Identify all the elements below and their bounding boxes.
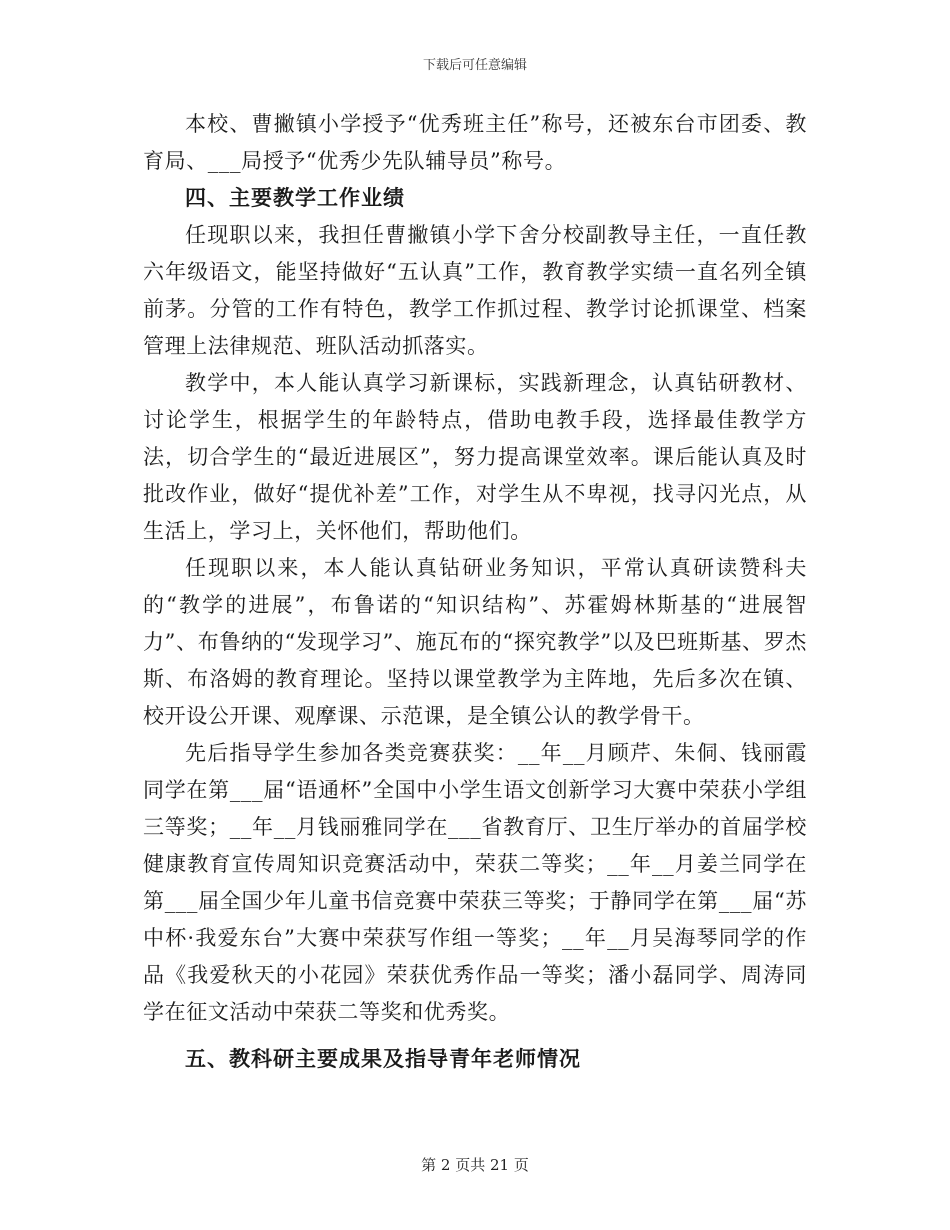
- page-header: 下载后可任意编辑: [422, 58, 527, 73]
- paragraph-3: 任现职以来，本人能认真钻研业务知识，平常认真研读赞科夫的“教学的进展”，布鲁诺的“知识结构”、苏霍姆林斯基的“进展智力”、布鲁纳的“发现学习”、施瓦布的“探究教学”以及巴班斯基、罗杰斯、布洛姆的教育理论。坚持以课堂教学为主阵地，先后多次在镇、校开设公开课、观摩课、示范课，是全镇公认的教学骨干。: [143, 556, 807, 728]
- section-heading-5: 五、教科研主要成果及指导青年老师情况: [185, 1047, 581, 1071]
- document-body: [143, 106, 807, 1078]
- page-footer: 第 2 页共 21 页: [421, 1156, 529, 1174]
- paragraph-2: 教学中，本人能认真学习新课标，实践新理念，认真钻研教材、讨论学生，根据学生的年龄特点，借助电教手段，选择最佳教学方法，切合学生的“最近进展区”，努力提高课堂效率。课后能认真及时批改作业，做好“提优补差”工作，对学生从不卑视，找寻闪光点，从生活上，学习上，关怀他们，帮助他们。: [143, 371, 807, 543]
- paragraph-4: 先后指导学生参加各类竞赛获奖：__年__月顾芹、朱侗、钱丽霞同学在第___届“语通杯”全国中小学生语文创新学习大赛中荣获小学组三等奖；__年__月钱丽雅同学在___省教育厅、卫生厅举办的首届学校健康教育宣传周知识竞赛活动中，荣获二等奖；__年__月姜兰同学在第___届全国少年儿童书信竞赛中荣获三等奖；于静同学在第___届“苏中杯·我爱东台”大赛中荣获写作组一等奖；__年__月吴海琴同学的作品《我爱秋天的小花园》荣获优秀作品一等奖；潘小磊同学、周涛同学在征文活动中荣获二等奖和优秀奖。: [143, 741, 807, 1024]
- paragraph-1: 任现职以来，我担任曹撇镇小学下舍分校副教导主任，一直任教六年级语文，能坚持做好“五认真”工作，教育教学实绩一直名列全镇前茅。分管的工作有特色，教学工作抓过程、教学讨论抓课堂、档案管理上法律规范、班队活动抓落实。: [143, 223, 807, 358]
- section-heading-4: 四、主要教学工作业绩: [185, 186, 405, 210]
- paragraph-continued: 本校、曹撇镇小学授予“优秀班主任”称号，还被东台市团委、教育局、___局授予“优秀少先队辅导员”称号。: [143, 112, 807, 173]
